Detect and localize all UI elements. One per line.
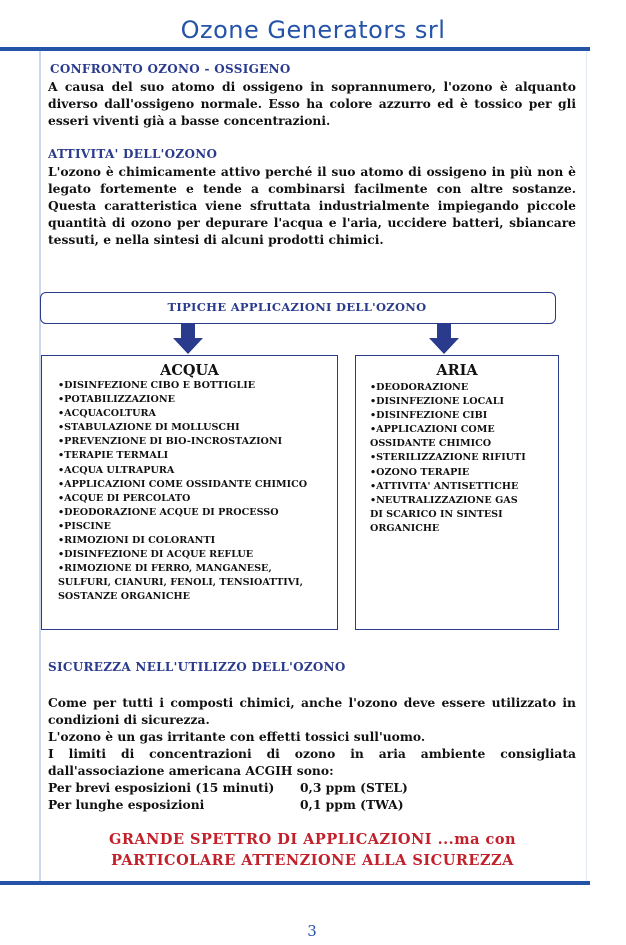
list-item: •DISINFEZIONE DI ACQUE REFLUE bbox=[58, 549, 254, 561]
list-item: •DISINFEZIONE CIBI bbox=[370, 410, 488, 422]
air-applications-box bbox=[355, 355, 559, 630]
list-item: •PREVENZIONE DI BIO-INCROSTAZIONI bbox=[58, 436, 283, 448]
list-item: •DEODORAZIONE ACQUE DI PROCESSO bbox=[58, 506, 279, 518]
list-item: •DISINFEZIONE LOCALI bbox=[370, 396, 504, 408]
activity-heading: ATTIVITA' DELL'OZONO bbox=[48, 147, 218, 161]
limit-label: Per lunghe esposizioni bbox=[48, 797, 205, 812]
list-item: •APPLICAZIONI COME bbox=[370, 424, 495, 436]
list-item: •OZONO TERAPIE bbox=[370, 466, 470, 478]
limit-value: 0,3 ppm (STEL) bbox=[300, 780, 408, 795]
comparison-paragraph: A causa del suo atomo di ossigeno in soprannumero, l'ozono è alquanto diverso dall'ossigeno normale. Esso ha colore azzurro ed è tossico per gli esseri viventi già a basse concentrazioni. bbox=[48, 79, 576, 128]
arrow-down-icon bbox=[427, 323, 461, 355]
list-item: •TERAPIE TERMALI bbox=[58, 450, 169, 462]
limit-value: 0,1 ppm (TWA) bbox=[300, 797, 404, 812]
footer-callout-text bbox=[40, 829, 585, 871]
list-item: •ACQUACOLTURA bbox=[58, 408, 156, 420]
page-number: 3 bbox=[307, 922, 317, 940]
list-item: SULFURI, CIANURI, FENOLI, TENSIOATTIVI, bbox=[58, 577, 303, 589]
safety-heading: SICUREZZA NELL'UTILIZZO DELL'OZONO bbox=[48, 660, 346, 674]
list-item: •STABULAZIONE DI MOLLUSCHI bbox=[58, 422, 240, 434]
footer-line-1: GRANDE SPETTRO DI APPLICAZIONI ...ma con bbox=[108, 831, 517, 848]
safety-paragraph bbox=[48, 694, 576, 813]
safety-line-2: L'ozono è un gas irritante con effetti tossici sull'uomo. bbox=[48, 729, 426, 744]
arrow-down-icon bbox=[171, 323, 205, 355]
activity-paragraph: L'ozono è chimicamente attivo perché il suo atomo di ossigeno in più non è legato fortemente e tende a combinarsi facilmente con altre sostanze. Questa caratteristica viene sfruttata industrialmente impiegando piccole quantità di ozono per depurare l'acqua e l'aria, uccidere batteri, sbiancare tessuti, e nella sintesi di alcuni prodotti chimici. bbox=[48, 164, 576, 247]
water-applications-box bbox=[41, 355, 338, 630]
list-item: •DEODORAZIONE bbox=[370, 382, 469, 393]
limit-label: Per brevi esposizioni (15 minuti) bbox=[48, 780, 275, 795]
list-item: ORGANICHE bbox=[370, 522, 440, 534]
air-box-title: ARIA bbox=[436, 362, 478, 379]
applications-banner-label: TIPICHE APPLICAZIONI DELL'OZONO bbox=[167, 300, 427, 314]
list-item: SOSTANZE ORGANICHE bbox=[58, 591, 190, 603]
right-margin-line bbox=[586, 51, 587, 881]
air-applications-list bbox=[370, 381, 555, 536]
water-box-title: ACQUA bbox=[160, 362, 219, 379]
comparison-heading: CONFRONTO OZONO - OSSIGENO bbox=[50, 62, 291, 76]
list-item: DI SCARICO IN SINTESI bbox=[370, 508, 503, 520]
list-item: •ACQUE DI PERCOLATO bbox=[58, 492, 191, 504]
footer-line-2: PARTICOLARE ATTENZIONE ALLA SICUREZZA bbox=[111, 852, 514, 869]
list-item: OSSIDANTE CHIMICO bbox=[370, 438, 492, 450]
list-item: •APPLICAZIONI COME OSSIDANTE CHIMICO bbox=[58, 478, 308, 490]
list-item: •RIMOZIONI DI COLORANTI bbox=[58, 535, 216, 547]
top-divider bbox=[0, 47, 590, 51]
list-item: •STERILIZZAZIONE RIFIUTI bbox=[370, 452, 526, 464]
list-item: •ATTIVITA' ANTISETTICHE bbox=[370, 480, 519, 492]
list-item: •NEUTRALIZZAZIONE GAS bbox=[370, 494, 518, 506]
limit-row-short bbox=[48, 779, 576, 796]
list-item: •RIMOZIONE DI FERRO, MANGANESE, bbox=[58, 563, 272, 575]
safety-line-3: I limiti di concentrazioni di ozono in aria ambiente consigliata dall'associazione americana ACGIH sono: bbox=[48, 746, 576, 778]
water-applications-list bbox=[58, 379, 334, 605]
list-item: •POTABILIZZAZIONE bbox=[58, 394, 175, 406]
list-item: •PISCINE bbox=[58, 520, 111, 532]
page-title: Ozone Generators srl bbox=[180, 16, 446, 44]
safety-line-1: Come per tutti i composti chimici, anche l'ozono deve essere utilizzato in condizioni di sicurezza. bbox=[48, 695, 576, 727]
bottom-divider bbox=[0, 881, 590, 885]
limit-row-long bbox=[48, 796, 576, 813]
list-item: •DISINFEZIONE CIBO E BOTTIGLIE bbox=[58, 380, 256, 391]
list-item: •ACQUA ULTRAPURA bbox=[58, 464, 175, 476]
